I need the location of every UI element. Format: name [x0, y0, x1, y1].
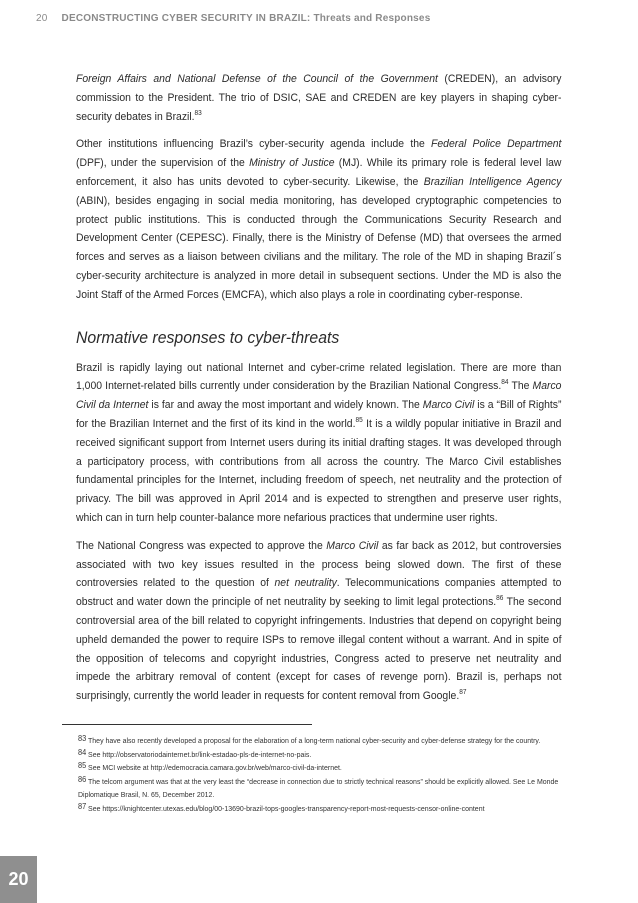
italic-term: Marco Civil [422, 399, 475, 412]
footnote-84 [78, 748, 566, 762]
paragraph-text: The second controversial area of the bill related to copyright infringements. Industries that depend on copyright being upheld demanded the power to require ISPs to remove illegal content without a warrant. And in spite of the opposition of telecoms and copyright industries, Congress acted to preserve net neutrality and impede the arbitrary removal of content (except for cases of revenge porn). Brazil is, perhaps not surprisingly, currently the world leader in requests for content removal from Google. [76, 596, 562, 703]
footnote-number: 84 [78, 747, 87, 757]
paragraph-institutions [76, 135, 561, 304]
main-content [76, 70, 561, 715]
page-number-box: 20 [0, 856, 37, 903]
italic-term: Marco Civil [326, 539, 379, 552]
footnote-ref-83[interactable]: 83 [194, 109, 202, 117]
paragraph-text: as far back as 2012, but controversies associated with two key issues resulted in the process being slowed down. The first of these controversies related to the question of [76, 539, 562, 590]
footnote-ref-84[interactable]: 84 [501, 379, 509, 387]
footnotes [78, 734, 566, 815]
paragraph-text: is far and away the most important and widely known. The [148, 399, 423, 412]
italic-term: Brazilian Intelligence Agency [423, 175, 562, 188]
section-heading: Normative responses to cyber-threats [76, 327, 340, 347]
paragraph-text: . Telecommunications companies attempted to obstruct and water down the principle of net neutrality by seeking to limit legal protections. [76, 577, 562, 609]
footnote-text[interactable]: See http://observatoriodainternet.br/link-estadao-pls-de-internet-no-pais. [88, 749, 312, 759]
footnote-text[interactable]: See https://knightcenter.utexas.edu/blog/00-13690-brazil-tops-googles-transparency-report-most-requests-censor-online-content [88, 803, 485, 813]
italic-term: Foreign Affairs and National Defense of the Council of the Government [76, 73, 438, 85]
footnote-number: 87 [78, 801, 87, 811]
paragraph-legislation [76, 359, 561, 528]
footnote-ref-87[interactable]: 87 [459, 689, 467, 697]
italic-term: Federal Police Department [431, 138, 562, 151]
footnote-text: The telcom argument was that at the very least the “decrease in connection due to strictly technical reasons” should be explicitly allowed. See Le Monde Diplomatique Brasil, N. 65, December 2012. [78, 776, 559, 799]
footnote-85 [78, 761, 566, 775]
footnote-text[interactable]: See MCI website at http://edemocracia.camara.gov.br/web/marco-civil-da-internet. [88, 763, 342, 772]
paragraph-text: (ABIN), besides engaging in social media monitoring, has developed cryptographic competencies to protect public institutions. This is conducted through the Communications Security Research and Development Center (CEPESC). Finally, there is the Ministry of Defense (MD) that oversees the armed forces and serves as a liaison between civilians and the military. The role of the MD in shaping Brazil´s cyber-security architecture is analyzed in more detail in subsequent sections. Under the MD is also the Joint Staff of the Armed Forces (EMCFA), which also plays a role in coordinating cyber-response. [76, 194, 562, 301]
footnote-number: 85 [78, 761, 87, 770]
footnote-87 [78, 802, 566, 816]
paragraph-text: Brazil is rapidly laying out national Internet and cyber-crime related legislation. There are more than 1,000 Internet-related bills currently under consideration by the Brazilian National Congress. [76, 361, 562, 393]
footnote-number: 83 [78, 734, 87, 743]
paragraph-text: (CREDEN), an advisory commission to the President. The trio of DSIC, SAE and CREDEN are key players in shaping cyber-security debates in Brazil. [76, 73, 562, 123]
footnote-divider [62, 724, 312, 725]
running-header [36, 13, 430, 24]
footnote-86 [78, 775, 566, 802]
paragraph-text: The [508, 380, 533, 393]
footnote-number: 86 [78, 774, 87, 784]
italic-term: net neutrality [274, 577, 337, 590]
italic-term: Ministry of Justice [249, 157, 335, 170]
paragraph-text: is a “Bill of Rights” for the Brazilian Internet and the first of its kind in the world. [76, 399, 562, 430]
paragraph-text: Other institutions influencing Brazil’s cyber-security agenda include the [76, 138, 432, 151]
paragraph-congress [76, 537, 561, 706]
footnote-ref-85[interactable]: 85 [355, 416, 363, 424]
footnote-text: They have also recently developed a proposal for the elaboration of a long-term national cyber-security and cyber-defense strategy for the country. [88, 736, 541, 745]
footnote-83 [78, 734, 566, 748]
footnote-ref-86[interactable]: 86 [496, 595, 504, 603]
paragraph-text: (MJ). While its primary role is federal level law enforcement, it also has units devoted to cyber-security. Likewise, the [76, 157, 562, 188]
header-page-number: 20 [36, 13, 48, 24]
italic-term: Marco Civil da Internet [76, 380, 562, 412]
paragraph-text: The National Congress was expected to approve the [76, 539, 327, 552]
paragraph-text: It is a wildly popular initiative in Brazil and received significant support from Internet users during its initial drafting stages. It was developed through a participatory process, with contributions from all across the country. The Marco Civil establishes fundamental principles for the Internet, including freedom of speech, net neutrality and the protection of privacy. The bill was approved in April 2014 and is expected to strengthen and preserve user rights, which can in turn help counter-balance more nefarious practices that undermine user rights. [76, 417, 562, 524]
paragraph-text: (DPF), under the supervision of the [76, 157, 250, 170]
header-title: DECONSTRUCTING CYBER SECURITY IN BRAZIL: Threats and Responses [61, 13, 431, 24]
paragraph-creden [76, 70, 561, 126]
